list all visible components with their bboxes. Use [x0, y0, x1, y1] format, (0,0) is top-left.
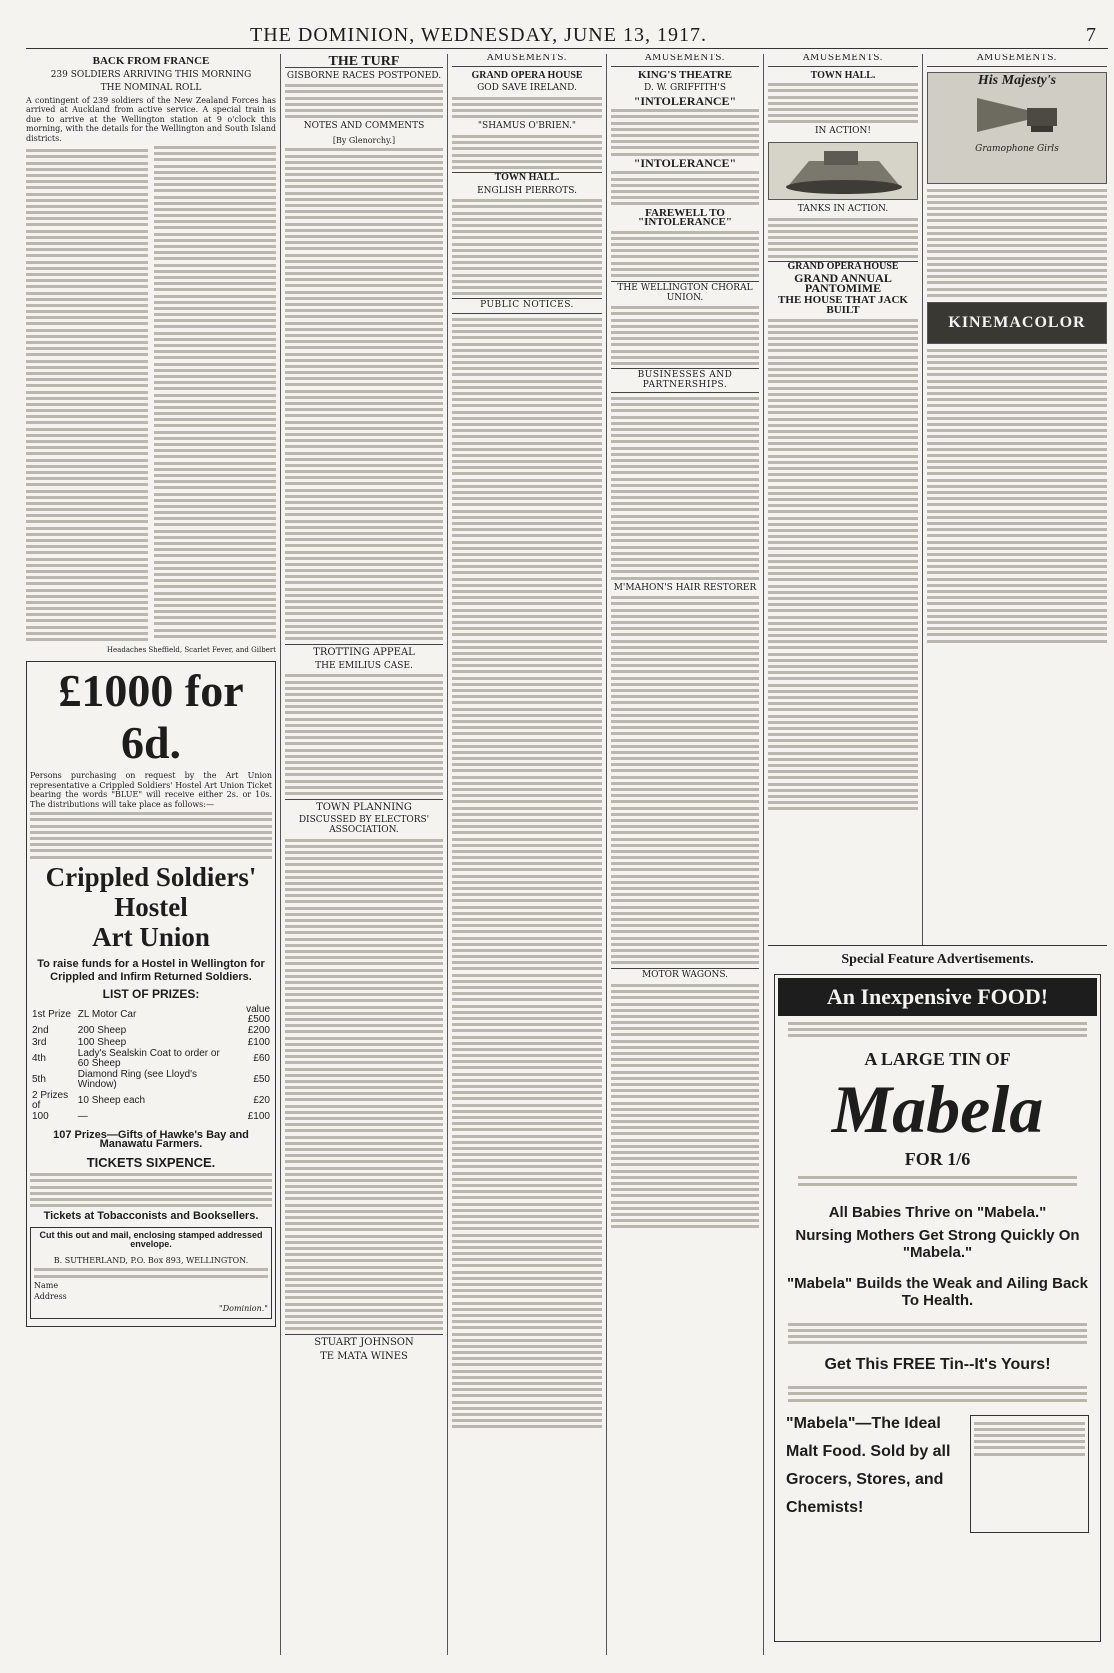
- prize-row: [30, 1048, 272, 1069]
- turf-text-1: [285, 84, 443, 118]
- column-amusements-4: [927, 54, 1107, 644]
- town-hall-text: [768, 83, 918, 123]
- kinemacolor-text: [927, 349, 1107, 644]
- art-union-advertisement: [26, 661, 276, 1327]
- emilius-case-subhead: THE EMILIUS CASE.: [315, 660, 413, 671]
- pantomime-text: [768, 319, 918, 811]
- prize-item: 100 Sheep: [77, 1036, 127, 1048]
- farewell-text: [611, 231, 759, 277]
- back-from-france-intro: A contingent of 239 soldiers of the New Zealand Forces has arrived at Auckland from active service. A special train is due to arrive at the Wellington station at 9 o'clock this morning, with the details for the Wellington and South Island districts.: [26, 95, 276, 143]
- trotting-appeal-head: TROTTING APPEAL: [285, 644, 443, 658]
- special-feature-heading: Special Feature Advertisements.: [841, 952, 1034, 967]
- prize-value: £50: [253, 1074, 270, 1086]
- businesses-header: BUSINESSES AND PARTNERSHIPS.: [611, 368, 759, 393]
- back-from-france-subhead: 239 SOLDIERS ARRIVING THIS MORNING: [50, 69, 252, 80]
- griffith-credit: D. W. GRIFFITH'S: [643, 83, 727, 93]
- intolerance-title-2: "INTOLERANCE": [633, 155, 737, 170]
- tobacconists-note: Tickets at Tobacconists and Booksellers.: [43, 1210, 259, 1223]
- grand-opera-house-ad: GRAND OPERA HOUSE: [471, 69, 583, 81]
- page-number: 7: [1086, 24, 1096, 46]
- prize-row: [30, 1090, 272, 1111]
- amusements-header: AMUSEMENTS.: [611, 54, 759, 67]
- kings-text-2: [611, 171, 759, 205]
- mabela-coupon-text: [788, 1386, 1087, 1401]
- column-amusements-2: [611, 54, 759, 1655]
- prize-place: 4th: [32, 1053, 46, 1065]
- majestys-text: [927, 189, 1107, 297]
- prize-value: £60: [253, 1053, 270, 1065]
- notes-comments-head: NOTES AND COMMENTS: [303, 121, 425, 132]
- nominal-roll-head: THE NOMINAL ROLL: [100, 83, 202, 93]
- motor-wagons-head: MOTOR WAGONS.: [611, 968, 759, 981]
- prize-item: 200 Sheep: [77, 1025, 127, 1037]
- coupon-instruction: Cut this out and mail, enclosing stamped addressed envelope.: [39, 1229, 263, 1250]
- inexpensive-food-banner: An Inexpensive FOOD!: [778, 978, 1097, 1016]
- art-union-coupon: [30, 1227, 272, 1320]
- prize-value: £200: [247, 1025, 270, 1037]
- get-free-tin: Get This FREE Tin--It's Yours!: [824, 1356, 1051, 1374]
- column-divider: [280, 54, 281, 1655]
- choral-text: [611, 306, 759, 365]
- shamus-obrien: "SHAMUS O'BRIEN.": [477, 121, 577, 132]
- businesses-text: [611, 397, 759, 579]
- mabela-coupon-form[interactable]: [970, 1415, 1089, 1533]
- art-union-headline: £1000 for 6d.: [58, 665, 244, 769]
- public-notices-text: [452, 318, 602, 1429]
- mabela-coupon-lines: [974, 1422, 1085, 1456]
- trotting-text: [285, 674, 443, 795]
- hair-restorer-text: [611, 596, 759, 964]
- public-notices-header: PUBLIC NOTICES.: [452, 298, 602, 314]
- prize-item: ZL Motor Car: [77, 1009, 137, 1021]
- mabela-price-text: [798, 1176, 1077, 1185]
- large-tin-of: A LARGE TIN OF: [864, 1049, 1011, 1070]
- mmahons-hair-restorer: M'MAHON'S HAIR RESTORER: [613, 582, 757, 593]
- intolerance-title: "INTOLERANCE": [633, 93, 737, 108]
- mabela-brand: Mabela: [831, 1071, 1044, 1148]
- prize-value: £100: [247, 1111, 270, 1123]
- art-union-ticket-text: [30, 1173, 272, 1207]
- art-union-title-2: Art Union: [92, 921, 210, 952]
- turf-headline: THE TURF: [285, 57, 443, 68]
- prize-row: [30, 1004, 272, 1025]
- his-majestys-title: His Majesty's: [977, 72, 1057, 88]
- prize-row: [30, 1069, 272, 1090]
- grand-annual-pantomime: GRAND ANNUAL PANTOMIME: [794, 271, 892, 295]
- prize-item: Lady's Sealskin Coat to order or 60 Sheep: [77, 1048, 220, 1069]
- kinemacolor-banner: [927, 302, 1107, 344]
- column-divider: [606, 54, 607, 1655]
- kings-text: [611, 109, 759, 155]
- choral-union-ad: THE WELLINGTON CHORAL UNION.: [611, 281, 759, 303]
- masthead-rule: [26, 48, 1108, 49]
- opera-house-text: [452, 97, 602, 119]
- special-feature-section: [768, 945, 1107, 1656]
- art-union-schedule: [30, 812, 272, 858]
- art-union-title-1: Crippled Soldiers' Hostel: [45, 861, 257, 922]
- his-majestys-theatre-ad: [927, 72, 1107, 184]
- tank-icon: [769, 143, 917, 199]
- town-hall-ad-2: TOWN HALL.: [810, 69, 876, 81]
- prize-place: 5th: [32, 1074, 46, 1086]
- prize-value: £100: [247, 1036, 270, 1048]
- prize-value: £20: [253, 1095, 270, 1107]
- notes-byline: [By Glenorchy.]: [332, 135, 396, 145]
- tickets-sixpence: TICKETS SIXPENCE.: [86, 1154, 216, 1170]
- prize-place: 100: [32, 1111, 49, 1123]
- babies-thrive: All Babies Thrive on "Mabela.": [828, 1203, 1047, 1221]
- prize-item: Diamond Ring (see Lloyd's Window): [77, 1069, 197, 1090]
- column-divider: [763, 54, 764, 1655]
- town-hall-ad: TOWN HALL.: [452, 172, 602, 183]
- prize-place: 3rd: [32, 1036, 47, 1048]
- coupon-lines: [34, 1268, 268, 1277]
- prize-place: 2nd: [32, 1025, 49, 1037]
- amusements-header: AMUSEMENTS.: [927, 54, 1107, 67]
- prize-value: value £500: [246, 1004, 270, 1025]
- tanks-in-action: TANKS IN ACTION.: [797, 203, 889, 214]
- prizes-title: LIST OF PRIZES:: [102, 986, 200, 1001]
- grand-opera-house-ad-2: GRAND OPERA HOUSE: [768, 261, 918, 272]
- column-amusements-1: [452, 54, 602, 1655]
- te-mata-wines-head: TE MATA WINES: [320, 1350, 408, 1362]
- opera-house-text-2: [452, 135, 602, 169]
- stuart-johnson-ad: STUART JOHNSON: [285, 1334, 443, 1348]
- town-planning-text: [285, 839, 443, 1331]
- newspaper-title: THE DOMINION, WEDNESDAY, JUNE 13, 1917.: [250, 24, 707, 46]
- mabela-price: FOR 1/6: [904, 1149, 971, 1170]
- coupon-paper-name: "Dominion.": [219, 1303, 268, 1313]
- pierrots-text: [452, 199, 602, 295]
- art-union-tagline: To raise funds for a Hostel in Wellington for Crippled and Infirm Returned Soldiers.: [37, 957, 265, 983]
- prize-item: 10 Sheep each: [77, 1095, 146, 1107]
- mabela-advertisement: [774, 974, 1101, 1642]
- farewell-intolerance: FAREWELL TO "INTOLERANCE": [638, 206, 732, 228]
- amusements-header: AMUSEMENTS.: [452, 54, 602, 67]
- column-back-from-france: [26, 54, 276, 1655]
- nursing-mothers: Nursing Mothers Get Strong Quickly On "Mabela.": [795, 1226, 1080, 1261]
- art-union-intro: Persons purchasing on request by the Art Union representative a Crippled Soldiers' Hostel Art Union Ticket bearing the words "BLUE" will receive either 2s. or 10s. The distributions will take place as follows:—: [30, 771, 272, 809]
- mabela-body-text: [788, 1323, 1087, 1345]
- kinemacolor-title: KINEMACOLOR: [948, 313, 1086, 331]
- prize-item: —: [77, 1111, 88, 1123]
- god-save-ireland: GOD SAVE IRELAND.: [477, 83, 577, 93]
- cinema-in-action: IN ACTION!: [814, 126, 872, 137]
- tank-illustration: [768, 142, 918, 200]
- art-union-more-prizes: 107 Prizes—Gifts of Hawke's Bay and Manawatu Farmers.: [53, 1128, 249, 1151]
- back-from-france-headline: BACK FROM FRANCE: [92, 55, 210, 67]
- tanks-text: [768, 218, 918, 258]
- town-planning-subhead: DISCUSSED BY ELECTORS' ASSOCIATION.: [298, 815, 430, 835]
- nominal-roll-footer: Headaches Sheffield, Scarlet Fever, and Gilbert: [106, 645, 276, 654]
- prize-row: [30, 1025, 272, 1037]
- masthead: [0, 0, 1114, 46]
- coupon-name-label: Name: [34, 1280, 59, 1290]
- column-turf: [285, 54, 443, 1655]
- coupon-address: B. SUTHERLAND, P.O. Box 893, WELLINGTON.: [53, 1255, 249, 1265]
- prize-row: [30, 1037, 272, 1049]
- turf-text-2: [285, 148, 443, 640]
- english-pierrots: ENGLISH PIERROTS.: [477, 185, 577, 196]
- amusements-header: AMUSEMENTS.: [768, 54, 918, 67]
- coupon-address-label: Address: [34, 1292, 67, 1302]
- gramophone-girls: Gramophone Girls: [975, 143, 1059, 154]
- mabela-intro-text: [788, 1022, 1087, 1037]
- builds-weak: "Mabela" Builds the Weak and Ailing Back To Health.: [787, 1274, 1088, 1309]
- gramophone-icon: [957, 88, 1077, 138]
- motor-wagons-text: [611, 984, 759, 1228]
- gisborne-subhead: GISBORNE RACES POSTPONED.: [286, 70, 442, 81]
- prize-row: [30, 1111, 272, 1123]
- ideal-malt-food: "Mabela"—The Ideal Malt Food. Sold by all Grocers, Stores, and Chemists!: [786, 1414, 951, 1516]
- house-that-jack-built: THE HOUSE THAT JACK BUILT: [778, 294, 908, 316]
- town-planning-head: TOWN PLANNING: [285, 799, 443, 813]
- prize-place: 1st Prize: [32, 1009, 71, 1021]
- prize-place: 2 Prizes of: [32, 1090, 69, 1111]
- column-divider: [447, 54, 448, 1655]
- nominal-roll-text: [26, 146, 276, 643]
- prizes-table: [30, 1004, 272, 1123]
- kings-theatre-ad: KING'S THEATRE: [637, 68, 733, 81]
